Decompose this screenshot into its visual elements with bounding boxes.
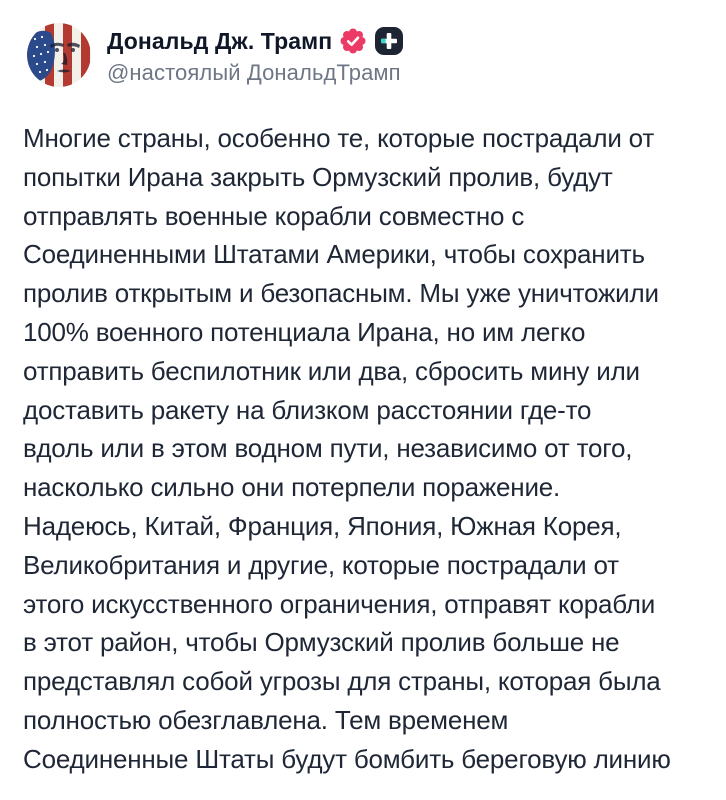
- post-text-line: Соединенные Штаты будут бомбить береговую линию: [23, 743, 671, 774]
- post-text-line: Великобритания и другие, которые пострадали от: [23, 549, 619, 580]
- post-text-line: полностью обезглавлена. Тем временем: [23, 704, 509, 735]
- name-row: [107, 26, 404, 56]
- post-text-line: отправлять военные корабли совместно с: [23, 200, 525, 231]
- plus-badge-icon: [374, 26, 404, 56]
- identity-column: [107, 23, 404, 86]
- post-text-line: Надеюсь, Китай, Франция, Япония, Южная Корея,: [23, 510, 622, 541]
- post-text-line: попытки Ирана закрыть Ормузский пролив, будут: [23, 161, 613, 192]
- post-text-line: насколько сильно они потерпели поражение.: [23, 472, 561, 503]
- post-text-line: Многие страны, особенно те, которые пострадали от: [23, 123, 655, 153]
- post-text-line: отправить беспилотник или два, сбросить мину или: [23, 355, 640, 386]
- display-name[interactable]: Дональд Дж. Трамп: [107, 27, 333, 54]
- avatar[interactable]: [27, 23, 91, 87]
- post-text-line: в этот район, чтобы Ормузский пролив больше не: [23, 627, 620, 658]
- trump-us-flag-avatar-icon: [27, 74, 91, 87]
- post-text-line: этого искусственного ограничения, отправят корабли: [23, 588, 656, 619]
- post-body: [23, 119, 726, 779]
- post-text-line: представлял собой угрозы для страны, которая была: [23, 666, 661, 697]
- post-text-line: вдоль или в этом водном пути, независимо от того,: [23, 433, 633, 464]
- post-text-line: Соединенными Штатами Америки, чтобы сохранить: [23, 239, 645, 270]
- post-text-line: пролив открытым и безопасным. Мы уже уничтожили: [23, 278, 659, 309]
- post-text-line: 100% военного потенциала Ирана, но им легко: [23, 316, 586, 347]
- user-handle[interactable]: @настоялый ДональдТрамп: [107, 60, 401, 85]
- post-header: [27, 23, 404, 87]
- verified-badge-icon: [339, 27, 367, 55]
- post-text-line: доставить ракету на близком расстоянии где-то: [23, 394, 592, 425]
